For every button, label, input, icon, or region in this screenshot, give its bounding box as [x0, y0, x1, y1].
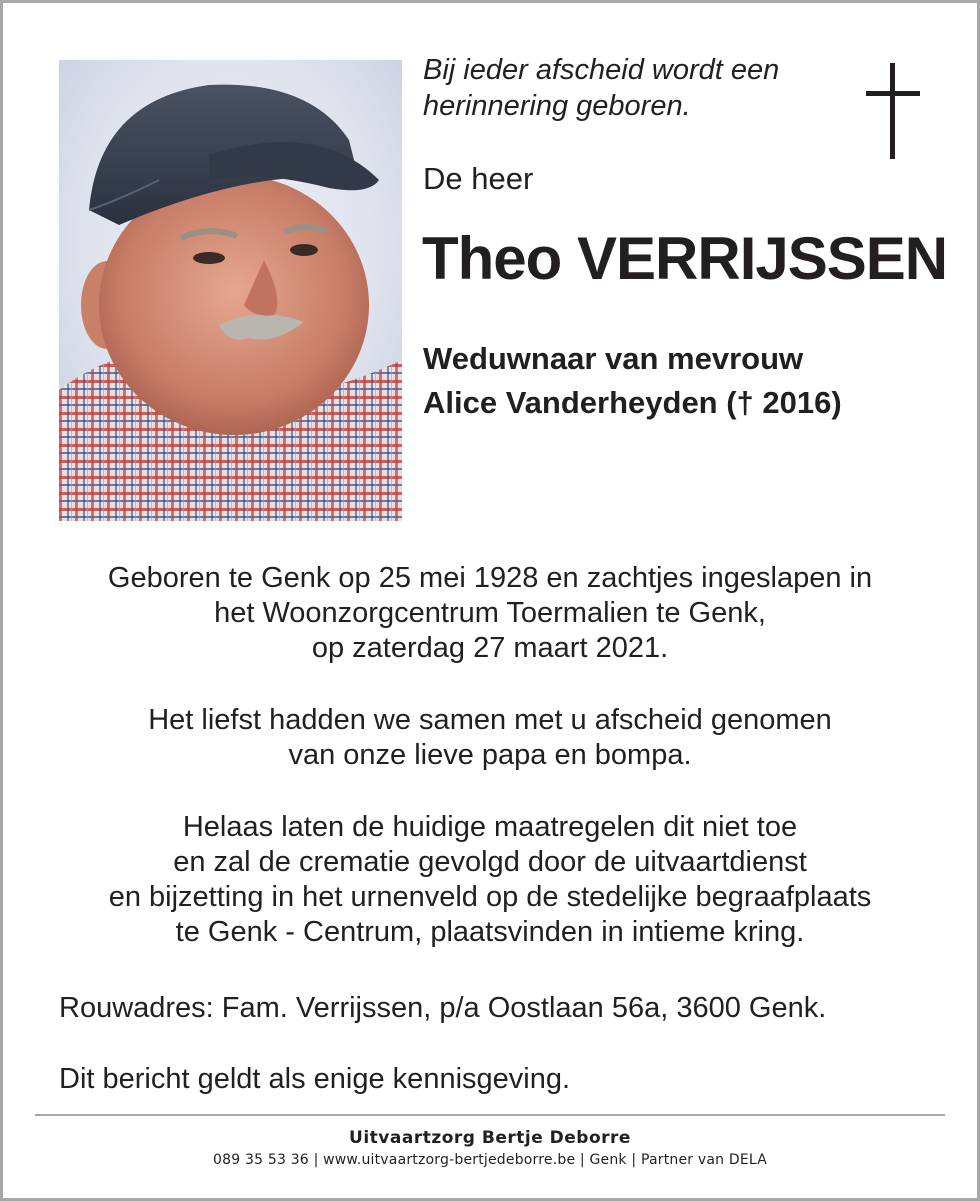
funeral-company-name: Uitvaartzorg Bertje Deborre [349, 1128, 631, 1148]
widow-line: Weduwnaar van mevrouw [423, 341, 804, 376]
notice-statement: Dit bericht geldt als enige kennisgeving. [59, 1063, 571, 1095]
portrait-photo [59, 60, 402, 521]
text-line: het Woonzorgcentrum Toermalien te Genk, [214, 597, 766, 629]
funeral-company-contact: 089 35 53 36 | www.uitvaartzorg-bertjedeborre.be | Genk | Partner van DELA [213, 1152, 767, 1168]
text-line: Helaas laten de huidige maatregelen dit niet toe [182, 811, 798, 843]
divider [35, 1114, 945, 1116]
text-line: op zaterdag 27 maart 2021. [311, 632, 669, 664]
widow-statement [423, 337, 842, 425]
text-line: Het liefst hadden we samen met u afscheid genomen [148, 704, 832, 736]
text-line: van onze lieve papa en bompa. [288, 739, 692, 771]
restriction-paragraph [0, 810, 980, 950]
text-line: te Genk - Centrum, plaatsvinden in intieme kring. [175, 916, 805, 948]
quote-line: Bij ieder afscheid wordt een [423, 54, 780, 86]
text-line: en bijzetting in het urnenveld op de stedelijke begraafplaats [108, 881, 872, 913]
widow-line: Alice Vanderheyden († 2016) [423, 385, 842, 420]
birth-paragraph [0, 561, 980, 666]
deceased-name: Theo VERRIJSSEN [422, 225, 948, 292]
text-line: Geboren te Genk op 25 mei 1928 en zachtjes ingeslapen in [107, 562, 873, 594]
farewell-paragraph [0, 703, 980, 773]
latin-cross-icon [863, 63, 923, 159]
salutation: De heer [423, 161, 534, 196]
memorial-quote [423, 52, 843, 124]
quote-line: herinnering geboren. [423, 90, 691, 122]
text-line: en zal de crematie gevolgd door de uitvaartdienst [173, 846, 807, 878]
mourning-address: Rouwadres: Fam. Verrijssen, p/a Oostlaan 56a, 3600 Genk. [59, 992, 827, 1024]
